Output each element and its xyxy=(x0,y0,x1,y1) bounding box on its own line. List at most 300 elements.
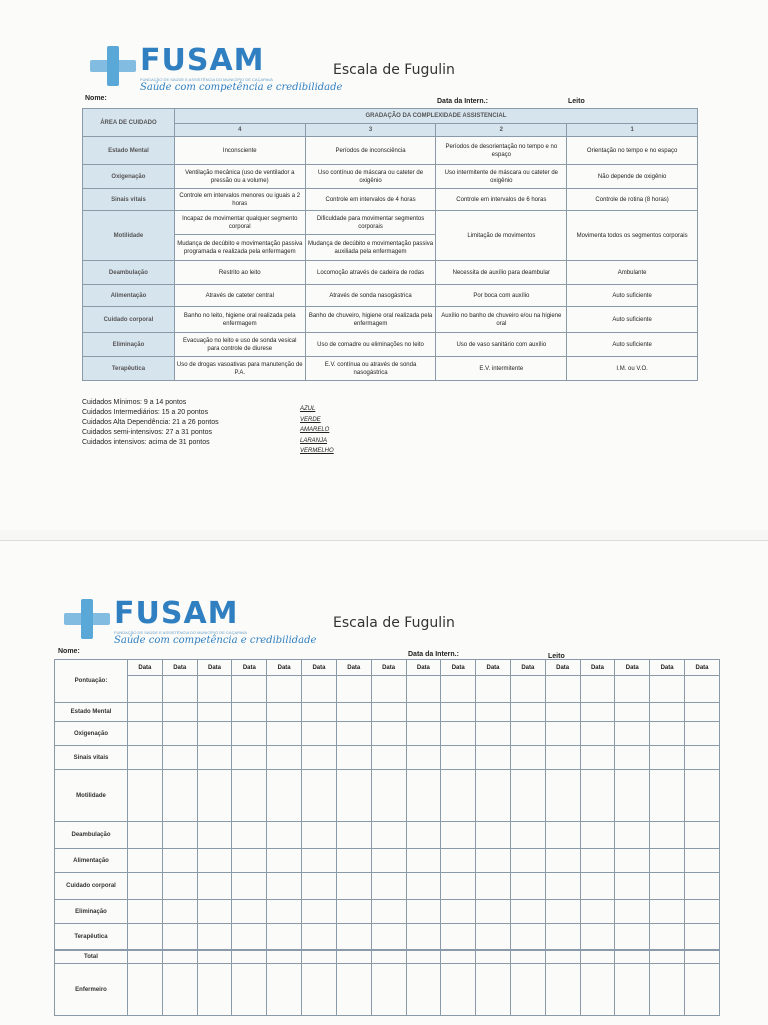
score-cell[interactable] xyxy=(545,849,580,873)
signature-cell[interactable] xyxy=(128,964,163,1016)
score-cell[interactable] xyxy=(128,746,163,770)
table-cell: Por boca com auxílio xyxy=(436,285,567,307)
cross-logo-icon xyxy=(90,46,136,86)
signature-cell[interactable] xyxy=(302,964,337,1016)
signature-cell[interactable] xyxy=(615,964,650,1016)
table-cell: Auxílio no banho de chuveiro e/ou na higiene oral xyxy=(436,307,567,333)
nome-label: Nome: xyxy=(58,648,80,655)
score-cell[interactable] xyxy=(128,822,163,849)
score-cell[interactable] xyxy=(580,703,615,722)
score-cell[interactable] xyxy=(406,873,441,900)
date-header: Data xyxy=(441,660,476,676)
date-header: Data xyxy=(685,660,720,676)
score-cell[interactable] xyxy=(232,900,267,924)
score-cell[interactable] xyxy=(336,873,371,900)
cross-logo-icon xyxy=(64,599,110,639)
score-cell[interactable] xyxy=(232,676,267,703)
score-cell[interactable] xyxy=(267,849,302,873)
score-cell[interactable] xyxy=(615,703,650,722)
total-cell[interactable] xyxy=(441,950,476,964)
score-cell[interactable] xyxy=(685,900,720,924)
score-cell[interactable] xyxy=(615,822,650,849)
score-cell[interactable] xyxy=(336,849,371,873)
date-header: Data xyxy=(476,660,511,676)
score-cell[interactable] xyxy=(685,703,720,722)
score-cell[interactable] xyxy=(510,873,545,900)
area-label: Oxigenação xyxy=(55,722,128,746)
score-cell[interactable] xyxy=(162,822,197,849)
score-cell[interactable] xyxy=(371,722,406,746)
data-intern-label: Data da Intern.: xyxy=(408,651,459,658)
area-label: Deambulação xyxy=(55,822,128,849)
legend-item: Cuidados Mínimos: 9 a 14 pontos xyxy=(82,399,187,406)
leito-label: Leito xyxy=(548,653,565,660)
table-cell: Dificuldade para movimentar segmentos corporais xyxy=(305,211,436,235)
area-label: Estado Mental xyxy=(83,137,175,165)
date-header: Data xyxy=(406,660,441,676)
table-cell: Inconsciente xyxy=(174,137,305,165)
total-cell[interactable] xyxy=(232,950,267,964)
area-label: Alimentação xyxy=(83,285,175,307)
score-cell[interactable] xyxy=(615,849,650,873)
score-cell[interactable] xyxy=(580,770,615,822)
table-cell: Uso de drogas vasoativas para manutenção de P.A. xyxy=(174,357,305,381)
fusam-logo xyxy=(90,43,343,94)
date-header: Data xyxy=(545,660,580,676)
score-cell[interactable] xyxy=(128,924,163,951)
date-header: Data xyxy=(197,660,232,676)
signature-cell[interactable] xyxy=(162,964,197,1016)
score-cell[interactable] xyxy=(162,722,197,746)
score-cell[interactable] xyxy=(545,676,580,703)
area-label: Alimentação xyxy=(55,849,128,873)
signature-cell[interactable] xyxy=(685,964,720,1016)
total-cell[interactable] xyxy=(162,950,197,964)
area-label: Eliminação xyxy=(83,333,175,357)
signature-cell[interactable] xyxy=(441,964,476,1016)
signature-cell[interactable] xyxy=(336,964,371,1016)
score-cell[interactable] xyxy=(406,849,441,873)
score-cell[interactable] xyxy=(441,703,476,722)
logo-name: FUSAM xyxy=(140,43,265,78)
score-cell[interactable] xyxy=(128,703,163,722)
score-cell[interactable] xyxy=(545,703,580,722)
score-cell[interactable] xyxy=(197,722,232,746)
area-label: Oxigenação xyxy=(83,165,175,189)
score-cell[interactable] xyxy=(162,770,197,822)
score-cell[interactable] xyxy=(510,722,545,746)
signature-cell[interactable] xyxy=(267,964,302,1016)
score-cell[interactable] xyxy=(685,924,720,951)
score-cell[interactable] xyxy=(615,722,650,746)
score-cell[interactable] xyxy=(302,924,337,951)
score-cell[interactable] xyxy=(162,703,197,722)
legend-item: Cuidados semi-intensivos: 27 a 31 pontos xyxy=(82,429,212,436)
score-cell[interactable] xyxy=(441,822,476,849)
table-cell: Mudança de decúbito e movimentação passiva programada e realizada pela enfermagem xyxy=(174,235,305,261)
score-cell[interactable] xyxy=(510,822,545,849)
table-cell: Incapaz de movimentar qualquer segmento corporal xyxy=(174,211,305,235)
score-cell[interactable] xyxy=(510,849,545,873)
score-cell[interactable] xyxy=(128,676,163,703)
score-cell[interactable] xyxy=(406,822,441,849)
table-cell: Ambulante xyxy=(567,261,698,285)
area-label: Terapêutica xyxy=(83,357,175,381)
score-cell[interactable] xyxy=(650,873,685,900)
total-cell[interactable] xyxy=(685,950,720,964)
score-cell[interactable] xyxy=(510,900,545,924)
table-cell: Controle de rotina (8 horas) xyxy=(567,189,698,211)
score-cell[interactable] xyxy=(197,676,232,703)
score-cell[interactable] xyxy=(441,873,476,900)
care-levels-legend xyxy=(82,398,219,448)
score-cell[interactable] xyxy=(197,849,232,873)
score-cell[interactable] xyxy=(336,703,371,722)
total-cell[interactable] xyxy=(580,950,615,964)
score-cell[interactable] xyxy=(336,722,371,746)
score-cell[interactable] xyxy=(302,822,337,849)
date-header: Data xyxy=(336,660,371,676)
score-cell[interactable] xyxy=(580,873,615,900)
area-header: ÁREA DE CUIDADO xyxy=(83,109,175,137)
score-cell[interactable] xyxy=(128,722,163,746)
score-cell[interactable] xyxy=(267,770,302,822)
score-cell[interactable] xyxy=(476,873,511,900)
score-cell[interactable] xyxy=(267,746,302,770)
table-cell: Necessita de auxílio para deambular xyxy=(436,261,567,285)
score-cell[interactable] xyxy=(650,676,685,703)
total-cell[interactable] xyxy=(197,950,232,964)
signature-cell[interactable] xyxy=(545,964,580,1016)
area-label: Eliminação xyxy=(55,900,128,924)
table-cell: Ventilação mecânica (uso de ventilador a pressão ou a volume) xyxy=(174,165,305,189)
table-cell: Controle em intervalos de 6 horas xyxy=(436,189,567,211)
legend-color: AMARELO xyxy=(300,427,330,433)
signature-cell[interactable] xyxy=(580,964,615,1016)
score-cell[interactable] xyxy=(650,924,685,951)
total-cell[interactable] xyxy=(336,950,371,964)
score-cell[interactable] xyxy=(406,746,441,770)
score-cell[interactable] xyxy=(302,746,337,770)
score-cell[interactable] xyxy=(302,703,337,722)
score-cell[interactable] xyxy=(302,770,337,822)
score-cell[interactable] xyxy=(406,924,441,951)
score-cell[interactable] xyxy=(406,900,441,924)
score-cell[interactable] xyxy=(162,849,197,873)
table-cell: Auto suficiente xyxy=(567,307,698,333)
score-cell[interactable] xyxy=(197,900,232,924)
score-cell[interactable] xyxy=(128,770,163,822)
area-label: Terapêutica xyxy=(55,924,128,951)
score-cell[interactable] xyxy=(232,873,267,900)
leito-label: Leito xyxy=(568,98,585,105)
logo-slogan: Saúde com competência e credibilidade xyxy=(140,82,343,93)
date-header: Data xyxy=(371,660,406,676)
score-cell[interactable] xyxy=(302,676,337,703)
score-cell[interactable] xyxy=(441,924,476,951)
total-cell[interactable] xyxy=(128,950,163,964)
score-cell[interactable] xyxy=(371,770,406,822)
logo-slogan: Saúde com competência e credibilidade xyxy=(114,635,317,646)
score-cell[interactable] xyxy=(685,746,720,770)
score-cell[interactable] xyxy=(650,849,685,873)
score-cell[interactable] xyxy=(685,873,720,900)
score-cell[interactable] xyxy=(162,873,197,900)
score-cell[interactable] xyxy=(650,770,685,822)
score-cell[interactable] xyxy=(615,676,650,703)
score-cell[interactable] xyxy=(476,703,511,722)
legend-item: Cuidados Intermediários: 15 a 20 pontos xyxy=(82,409,209,416)
score-cell[interactable] xyxy=(267,822,302,849)
table-cell: Uso contínuo de máscara ou cateter de oxigênio xyxy=(305,165,436,189)
score-header: 2 xyxy=(436,124,567,137)
score-cell[interactable] xyxy=(545,770,580,822)
score-cell[interactable] xyxy=(232,746,267,770)
signature-cell[interactable] xyxy=(476,964,511,1016)
score-cell[interactable] xyxy=(476,722,511,746)
area-label: Deambulação xyxy=(83,261,175,285)
score-cell[interactable] xyxy=(650,703,685,722)
total-cell[interactable] xyxy=(476,950,511,964)
score-cell[interactable] xyxy=(580,900,615,924)
total-cell[interactable] xyxy=(615,950,650,964)
score-cell[interactable] xyxy=(267,873,302,900)
table-cell: Banho de chuveiro, higiene oral realizada pela enfermagem xyxy=(305,307,436,333)
score-cell[interactable] xyxy=(232,770,267,822)
table-cell: Movimenta todos os segmentos corporais xyxy=(567,211,698,261)
score-cell[interactable] xyxy=(267,676,302,703)
score-cell[interactable] xyxy=(476,746,511,770)
total-cell[interactable] xyxy=(302,950,337,964)
score-cell[interactable] xyxy=(162,676,197,703)
score-cell[interactable] xyxy=(371,924,406,951)
score-cell[interactable] xyxy=(302,900,337,924)
date-header: Data xyxy=(232,660,267,676)
table-cell: Banho no leito, higiene oral realizada pela enfermagem xyxy=(174,307,305,333)
score-cell[interactable] xyxy=(476,900,511,924)
table-cell: Períodos de inconsciência xyxy=(305,137,436,165)
score-cell[interactable] xyxy=(406,676,441,703)
table-cell: Locomoção através de cadeira de rodas xyxy=(305,261,436,285)
table-cell: Através de cateter central xyxy=(174,285,305,307)
score-cell[interactable] xyxy=(406,703,441,722)
score-cell[interactable] xyxy=(580,722,615,746)
legend-item: Cuidados intensivos: acima de 31 pontos xyxy=(82,439,210,446)
score-cell[interactable] xyxy=(267,924,302,951)
table-cell: Períodos de desorientação no tempo e no espaço xyxy=(436,137,567,165)
total-cell[interactable] xyxy=(510,950,545,964)
pontuacao-label: Pontuação: xyxy=(55,660,128,703)
score-cell[interactable] xyxy=(371,822,406,849)
score-cell[interactable] xyxy=(336,924,371,951)
score-cell[interactable] xyxy=(267,900,302,924)
fusam-logo xyxy=(64,596,317,647)
legend-item: Cuidados Alta Dependência: 21 a 26 pontos xyxy=(82,419,219,426)
date-header: Data xyxy=(267,660,302,676)
score-cell[interactable] xyxy=(371,746,406,770)
score-cell[interactable] xyxy=(545,924,580,951)
score-cell[interactable] xyxy=(197,746,232,770)
table-cell: Controle em intervalos de 4 horas xyxy=(305,189,436,211)
score-cell[interactable] xyxy=(302,722,337,746)
table-cell: Uso de vaso sanitário com auxílio xyxy=(436,333,567,357)
score-cell[interactable] xyxy=(197,873,232,900)
page-2 xyxy=(0,540,768,1025)
score-cell[interactable] xyxy=(510,746,545,770)
total-cell[interactable] xyxy=(406,950,441,964)
signature-cell[interactable] xyxy=(650,964,685,1016)
score-cell[interactable] xyxy=(580,676,615,703)
score-cell[interactable] xyxy=(232,722,267,746)
table-cell: Uso de comadre ou eliminações no leito xyxy=(305,333,436,357)
score-cell[interactable] xyxy=(441,746,476,770)
score-cell[interactable] xyxy=(685,676,720,703)
score-cell[interactable] xyxy=(615,924,650,951)
score-cell[interactable] xyxy=(371,849,406,873)
table-cell: E.V. contínua ou através de sonda nasogástrica xyxy=(305,357,436,381)
legend-color: VERMELHO xyxy=(300,448,334,454)
totals-table xyxy=(54,949,720,1016)
score-cell[interactable] xyxy=(302,873,337,900)
score-cell[interactable] xyxy=(441,770,476,822)
total-cell[interactable] xyxy=(650,950,685,964)
score-cell[interactable] xyxy=(441,849,476,873)
score-cell[interactable] xyxy=(441,722,476,746)
score-cell[interactable] xyxy=(441,900,476,924)
legend-color: VERDE xyxy=(300,416,321,423)
score-cell[interactable] xyxy=(232,822,267,849)
logo-subtitle: FUNDAÇÃO DE SAÚDE E ASSISTÊNCIA DO MUNICÍPIO DE CAÇAPAVA xyxy=(140,77,273,82)
score-cell[interactable] xyxy=(197,703,232,722)
date-header: Data xyxy=(302,660,337,676)
score-cell[interactable] xyxy=(580,924,615,951)
signature-cell[interactable] xyxy=(197,964,232,1016)
score-cell[interactable] xyxy=(615,770,650,822)
score-cell[interactable] xyxy=(650,746,685,770)
score-cell[interactable] xyxy=(302,849,337,873)
score-cell[interactable] xyxy=(406,722,441,746)
total-cell[interactable] xyxy=(371,950,406,964)
score-cell[interactable] xyxy=(510,924,545,951)
score-cell[interactable] xyxy=(476,676,511,703)
score-cell[interactable] xyxy=(545,900,580,924)
score-cell[interactable] xyxy=(510,770,545,822)
score-cell[interactable] xyxy=(650,722,685,746)
score-cell[interactable] xyxy=(580,746,615,770)
score-cell[interactable] xyxy=(650,900,685,924)
score-cell[interactable] xyxy=(336,770,371,822)
score-header: 4 xyxy=(174,124,305,137)
area-label: Motilidade xyxy=(55,770,128,822)
table-cell: Auto suficiente xyxy=(567,285,698,307)
table-cell: Não depende de oxigênio xyxy=(567,165,698,189)
score-cell[interactable] xyxy=(371,703,406,722)
signature-cell[interactable] xyxy=(371,964,406,1016)
score-cell[interactable] xyxy=(545,873,580,900)
score-cell[interactable] xyxy=(162,746,197,770)
score-cell[interactable] xyxy=(371,873,406,900)
score-cell[interactable] xyxy=(371,900,406,924)
score-cell[interactable] xyxy=(336,822,371,849)
data-intern-label: Data da Intern.: xyxy=(437,98,488,105)
score-cell[interactable] xyxy=(336,900,371,924)
score-cell[interactable] xyxy=(197,770,232,822)
score-cell[interactable] xyxy=(510,676,545,703)
date-header: Data xyxy=(128,660,163,676)
score-header: 3 xyxy=(305,124,436,137)
area-label: Cuidado corporal xyxy=(55,873,128,900)
score-cell[interactable] xyxy=(162,900,197,924)
table-cell: Restrito ao leito xyxy=(174,261,305,285)
score-cell[interactable] xyxy=(232,924,267,951)
score-cell[interactable] xyxy=(685,849,720,873)
score-cell[interactable] xyxy=(615,900,650,924)
score-cell[interactable] xyxy=(232,849,267,873)
score-cell[interactable] xyxy=(685,722,720,746)
score-cell[interactable] xyxy=(406,770,441,822)
score-cell[interactable] xyxy=(128,873,163,900)
score-cell[interactable] xyxy=(545,822,580,849)
score-cell[interactable] xyxy=(336,676,371,703)
score-cell[interactable] xyxy=(685,822,720,849)
score-cell[interactable] xyxy=(476,924,511,951)
area-label: Cuidado corporal xyxy=(83,307,175,333)
score-cell[interactable] xyxy=(615,873,650,900)
score-cell[interactable] xyxy=(685,770,720,822)
score-cell[interactable] xyxy=(476,849,511,873)
signature-cell[interactable] xyxy=(406,964,441,1016)
score-cell[interactable] xyxy=(441,676,476,703)
signature-cell[interactable] xyxy=(510,964,545,1016)
score-cell[interactable] xyxy=(615,746,650,770)
score-cell[interactable] xyxy=(128,900,163,924)
score-cell[interactable] xyxy=(197,822,232,849)
table-cell: Controle em intervalos menores ou iguais a 2 horas xyxy=(174,189,305,211)
score-cell[interactable] xyxy=(162,924,197,951)
score-cell[interactable] xyxy=(336,746,371,770)
table-cell: Uso intermitente de máscara ou cateter de oxigênio xyxy=(436,165,567,189)
score-cell[interactable] xyxy=(232,703,267,722)
table-cell: Evacuação no leito e uso de sonda vesical para controle de diurese xyxy=(174,333,305,357)
area-label: Motilidade xyxy=(83,211,175,261)
date-header: Data xyxy=(162,660,197,676)
score-cell[interactable] xyxy=(510,703,545,722)
signature-cell[interactable] xyxy=(232,964,267,1016)
score-cell[interactable] xyxy=(267,703,302,722)
table-cell: Orientação no tempo e no espaço xyxy=(567,137,698,165)
score-cell[interactable] xyxy=(580,822,615,849)
date-header: Data xyxy=(650,660,685,676)
area-label: Sinais vitais xyxy=(55,746,128,770)
score-cell[interactable] xyxy=(545,722,580,746)
total-cell[interactable] xyxy=(267,950,302,964)
score-cell[interactable] xyxy=(128,849,163,873)
score-cell[interactable] xyxy=(197,924,232,951)
score-cell[interactable] xyxy=(476,822,511,849)
date-header: Data xyxy=(615,660,650,676)
total-label: Total xyxy=(55,950,128,964)
total-cell[interactable] xyxy=(545,950,580,964)
score-cell[interactable] xyxy=(580,849,615,873)
table-cell: Limitação de movimentos xyxy=(436,211,567,261)
score-cell[interactable] xyxy=(476,770,511,822)
score-cell[interactable] xyxy=(267,722,302,746)
score-cell[interactable] xyxy=(650,822,685,849)
score-header: 1 xyxy=(567,124,698,137)
score-cell[interactable] xyxy=(371,676,406,703)
score-cell[interactable] xyxy=(545,746,580,770)
table-cell: I.M. ou V.O. xyxy=(567,357,698,381)
